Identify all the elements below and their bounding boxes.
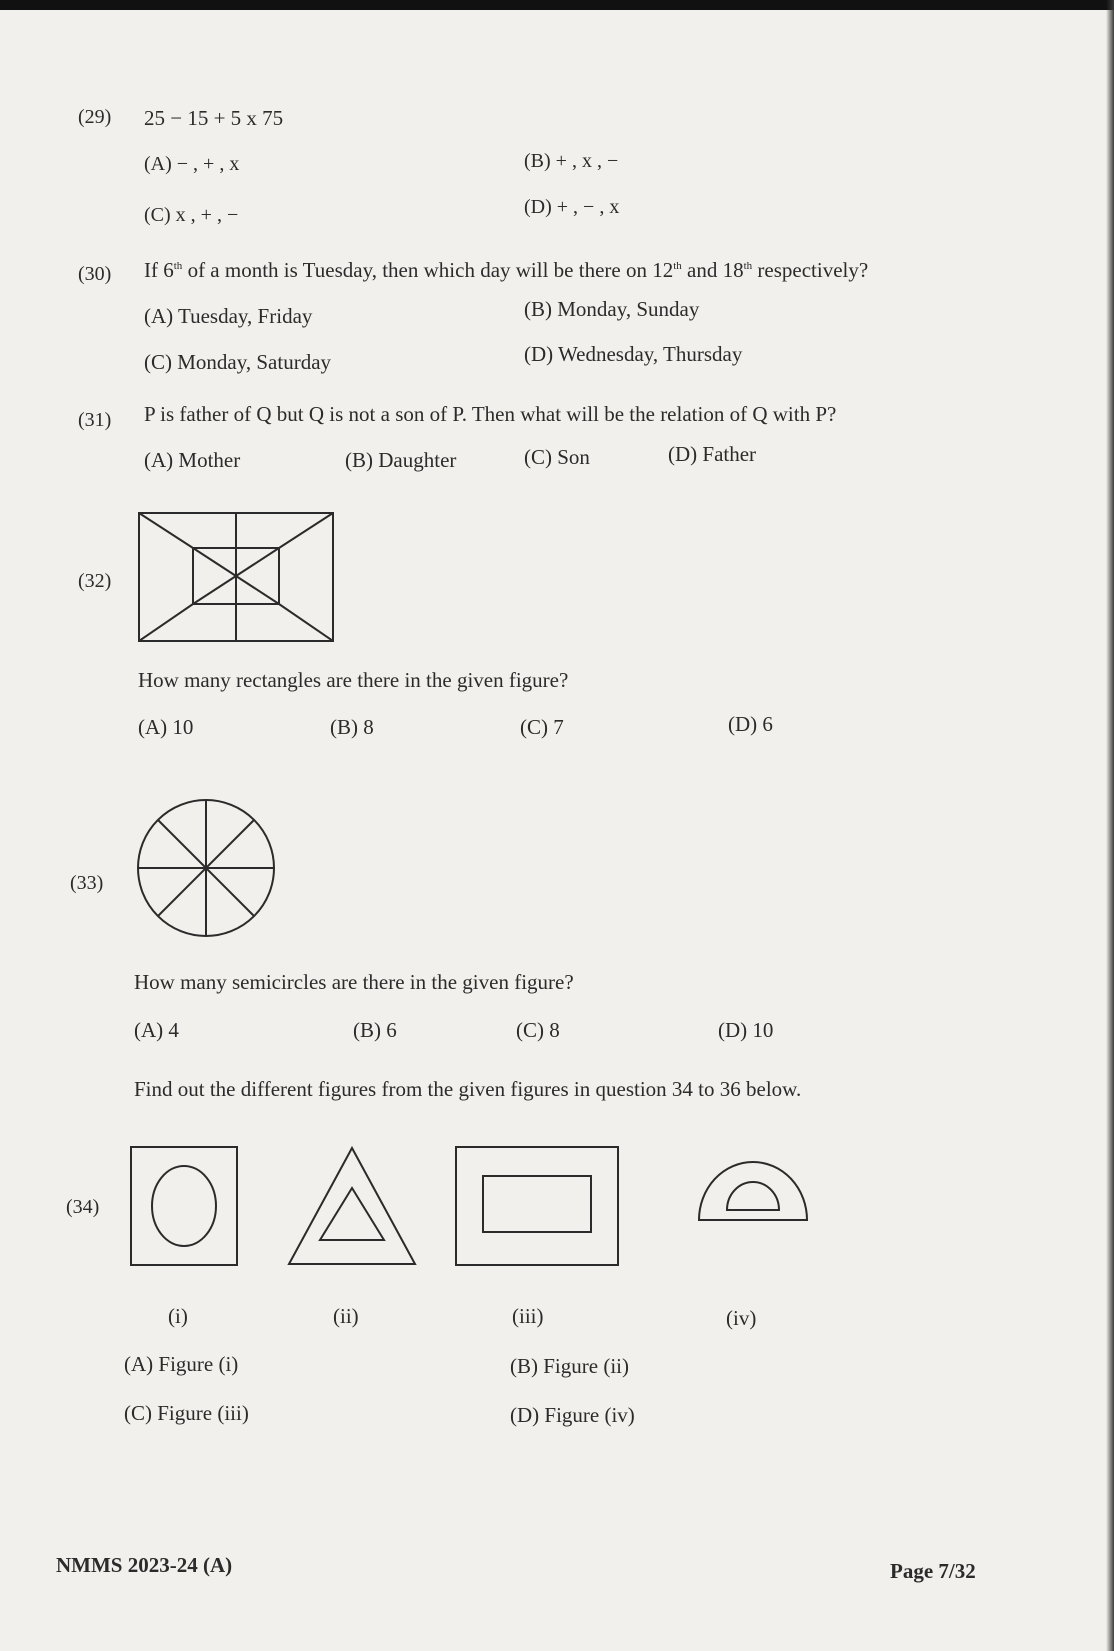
q32-option-d[interactable]: (D) 6 bbox=[728, 712, 773, 736]
q30-number: (30) bbox=[78, 263, 112, 285]
q33-text: How many semicircles are there in the given figure? bbox=[134, 970, 574, 994]
q33-number: (33) bbox=[70, 872, 104, 894]
q34-figure-iii-rectangles bbox=[455, 1146, 619, 1266]
page-right-edge bbox=[1106, 0, 1114, 1651]
q30-option-d[interactable]: (D) Wednesday, Thursday bbox=[524, 342, 743, 366]
q33-option-d[interactable]: (D) 10 bbox=[718, 1018, 774, 1042]
q34-number: (34) bbox=[66, 1196, 100, 1218]
q30-option-a[interactable]: (A) Tuesday, Friday bbox=[144, 304, 313, 328]
q31-option-b[interactable]: (B) Daughter bbox=[345, 448, 457, 472]
q33-option-b[interactable]: (B) 6 bbox=[353, 1018, 397, 1042]
q29-option-a[interactable]: (A) − , + , x bbox=[144, 153, 240, 175]
q34-option-a[interactable]: (A) Figure (i) bbox=[124, 1352, 239, 1376]
q31-number: (31) bbox=[78, 409, 112, 431]
q34-option-c[interactable]: (C) Figure (iii) bbox=[124, 1401, 249, 1425]
q31-text: P is father of Q but Q is not a son of P. Then what will be the relation of Q with P? bbox=[144, 402, 837, 426]
q34-label-ii: (ii) bbox=[333, 1304, 359, 1328]
q33-circle-figure bbox=[136, 798, 276, 938]
q32-number: (32) bbox=[78, 570, 112, 592]
q34-label-i: (i) bbox=[168, 1304, 188, 1328]
q33-option-a[interactable]: (A) 4 bbox=[134, 1018, 179, 1042]
q33-option-c[interactable]: (C) 8 bbox=[516, 1018, 560, 1042]
q34-figure-ii-triangles bbox=[287, 1146, 417, 1266]
footer-exam-code: NMMS 2023-24 (A) bbox=[56, 1553, 233, 1577]
q34-figure-i-square-circle bbox=[130, 1146, 238, 1266]
q29-option-c[interactable]: (C) x , + , − bbox=[144, 204, 239, 226]
q34-figure-iv-semicircles bbox=[697, 1158, 809, 1222]
q32-option-a[interactable]: (A) 10 bbox=[138, 715, 194, 739]
q30-option-b[interactable]: (B) Monday, Sunday bbox=[524, 297, 700, 321]
q29-option-b[interactable]: (B) + , x , − bbox=[524, 150, 619, 172]
instruction-text: Find out the different figures from the given figures in question 34 to 36 below. bbox=[134, 1077, 802, 1101]
q32-option-c[interactable]: (C) 7 bbox=[520, 715, 564, 739]
q31-option-d[interactable]: (D) Father bbox=[668, 442, 757, 466]
q30-option-c[interactable]: (C) Monday, Saturday bbox=[144, 350, 332, 374]
q29-option-d[interactable]: (D) + , − , x bbox=[524, 196, 620, 218]
q29-text: 25 − 15 + 5 x 75 bbox=[144, 106, 284, 130]
q34-option-b[interactable]: (B) Figure (ii) bbox=[510, 1354, 629, 1378]
q32-rectangle-figure bbox=[138, 512, 334, 642]
page-top-edge bbox=[0, 0, 1114, 10]
q32-option-b[interactable]: (B) 8 bbox=[330, 715, 374, 739]
footer-page-number: Page 7/32 bbox=[890, 1559, 976, 1583]
q34-label-iii: (iii) bbox=[512, 1304, 544, 1328]
q31-option-c[interactable]: (C) Son bbox=[524, 445, 590, 469]
q32-text: How many rectangles are there in the given figure? bbox=[138, 668, 569, 692]
q34-option-d[interactable]: (D) Figure (iv) bbox=[510, 1403, 635, 1427]
q30-text: If 6th of a month is Tuesday, then which day will be there on 12th and 18th respectively? bbox=[144, 258, 869, 282]
q34-label-iv: (iv) bbox=[726, 1306, 757, 1330]
q29-number: (29) bbox=[78, 106, 112, 128]
q31-option-a[interactable]: (A) Mother bbox=[144, 448, 241, 472]
